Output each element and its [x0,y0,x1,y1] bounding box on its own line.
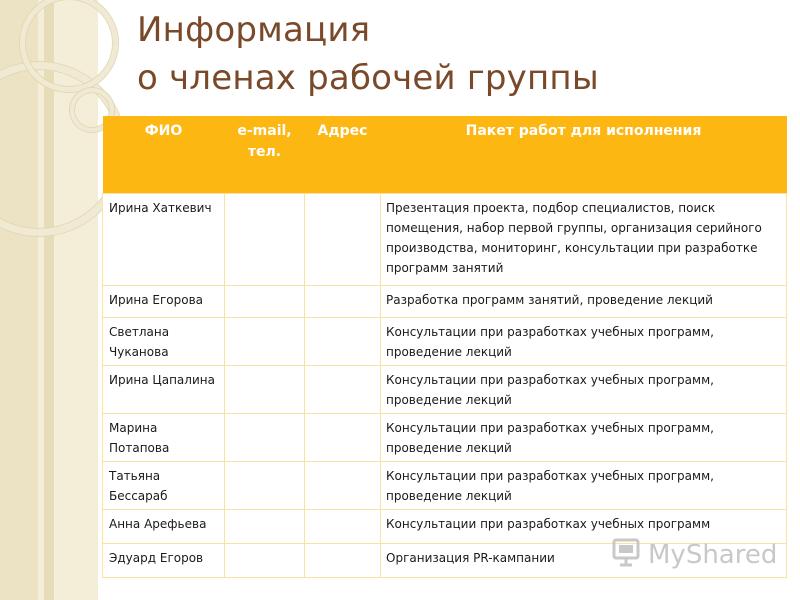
column-header-contact: e-mail, тел. [225,116,305,194]
column-header-name: ФИО [103,116,225,194]
member-contact [225,318,305,366]
member-name: Марина Потапова [103,414,225,462]
table-row [103,286,787,318]
member-contact [225,544,305,578]
member-address [305,286,381,318]
table-row [103,194,787,286]
member-address [305,318,381,366]
member-work: Консультации при разработках учебных программ, проведение лекций [381,366,787,414]
member-work: Разработка программ занятий, проведение лекций [381,286,787,318]
member-work: Организация PR-кампании [381,544,787,578]
member-contact [225,462,305,510]
member-work: Консультации при разработках учебных программ, проведение лекций [381,462,787,510]
table-header-row [103,116,787,194]
member-contact [225,286,305,318]
member-work: Консультации при разработках учебных программ, проведение лекций [381,414,787,462]
member-work: Презентация проекта, подбор специалистов, поиск помещения, набор первой группы, организация серийного производства, мониторинг, консультации при разработке программ занятий [381,194,787,286]
member-address [305,544,381,578]
member-address [305,194,381,286]
slide-title-line-1: Информация [137,10,371,50]
watermark-text: MyShared [648,540,778,570]
slide-title [137,6,777,102]
member-name: Ирина Хаткевич [103,194,225,286]
watermark [612,537,777,573]
table-row [103,366,787,414]
member-name: Анна Арефьева [103,510,225,544]
slide-title-line-2: о членах рабочей группы [137,58,599,98]
column-header-work: Пакет работ для исполнения [381,116,787,194]
column-header-address: Адрес [305,116,381,194]
member-contact [225,366,305,414]
member-contact [225,194,305,286]
member-address [305,414,381,462]
member-address [305,462,381,510]
member-address [305,366,381,414]
table-row [103,414,787,462]
members-table [102,116,787,578]
table-row [103,318,787,366]
member-work: Консультации при разработках учебных программ, проведение лекций [381,318,787,366]
member-contact [225,510,305,544]
member-name: Ирина Егорова [103,286,225,318]
member-name: Эдуард Егоров [103,544,225,578]
member-name: Татьяна Бессараб [103,462,225,510]
decorative-side-panel [0,0,98,600]
table-row [103,462,787,510]
member-work: Консультации при разработках учебных программ [381,510,787,544]
presentation-icon [612,537,642,574]
member-name: Светлана Чуканова [103,318,225,366]
decorative-ring [20,0,118,92]
member-contact [225,414,305,462]
member-name: Ирина Цапалина [103,366,225,414]
member-address [305,510,381,544]
